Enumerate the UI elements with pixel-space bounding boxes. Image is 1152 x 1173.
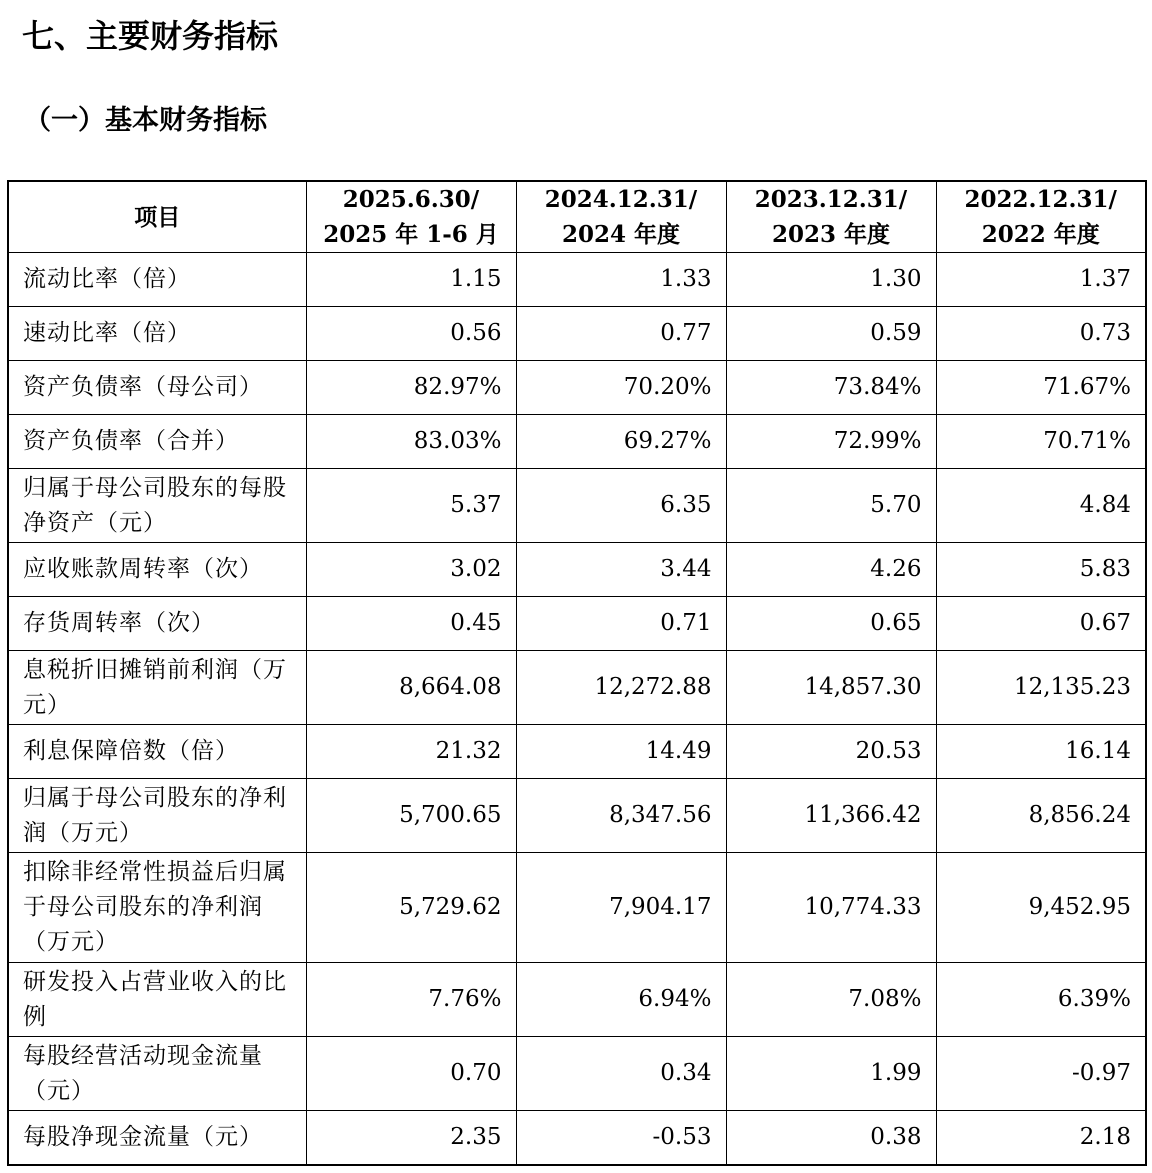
- table-row: [8, 1111, 1146, 1165]
- cell-value: 8,664.08: [306, 651, 516, 725]
- row-label: 流动比率（倍）: [8, 253, 306, 307]
- table-header-row: [8, 181, 1146, 253]
- cell-value: 1.37: [936, 253, 1146, 307]
- row-label: 利息保障倍数（倍）: [8, 725, 306, 779]
- cell-value: 1.33: [516, 253, 726, 307]
- cell-value: 70.20%: [516, 361, 726, 415]
- table-row: [8, 307, 1146, 361]
- table-row: [8, 543, 1146, 597]
- cell-value: 2.18: [936, 1111, 1146, 1165]
- cell-value: 5.83: [936, 543, 1146, 597]
- cell-value: 82.97%: [306, 361, 516, 415]
- row-label: 归属于母公司股东的净利润（万元）: [8, 779, 306, 853]
- cell-value: 2.35: [306, 1111, 516, 1165]
- cell-value: 5,729.62: [306, 853, 516, 963]
- cell-value: 72.99%: [726, 415, 936, 469]
- cell-value: 4.26: [726, 543, 936, 597]
- cell-value: 7.76%: [306, 963, 516, 1037]
- cell-value: 0.67: [936, 597, 1146, 651]
- cell-value: 12,272.88: [516, 651, 726, 725]
- cell-value: 69.27%: [516, 415, 726, 469]
- table-row: [8, 963, 1146, 1037]
- section-title: 七、主要财务指标: [22, 17, 279, 55]
- header-period-line2: 2023 年度: [771, 221, 891, 248]
- header-period-line1: 2024.12.31/: [544, 186, 698, 213]
- header-period-2022: [936, 181, 1146, 253]
- cell-value: 73.84%: [726, 361, 936, 415]
- row-label: 研发投入占营业收入的比例: [8, 963, 306, 1037]
- table-row: [8, 853, 1146, 963]
- header-item: 项目: [8, 181, 306, 253]
- cell-value: 21.32: [306, 725, 516, 779]
- cell-value: 0.38: [726, 1111, 936, 1165]
- cell-value: 83.03%: [306, 415, 516, 469]
- table-row: [8, 253, 1146, 307]
- financial-indicators-table: [7, 180, 1147, 1166]
- row-label: 归属于母公司股东的每股净资产（元）: [8, 469, 306, 543]
- header-period-line2: 2025 年 1-6 月: [323, 221, 499, 248]
- cell-value: 5.70: [726, 469, 936, 543]
- row-label: 每股净现金流量（元）: [8, 1111, 306, 1165]
- cell-value: 6.35: [516, 469, 726, 543]
- cell-value: 8,347.56: [516, 779, 726, 853]
- cell-value: 4.84: [936, 469, 1146, 543]
- cell-value: 7,904.17: [516, 853, 726, 963]
- cell-value: 1.30: [726, 253, 936, 307]
- cell-value: 0.70: [306, 1037, 516, 1111]
- cell-value: 0.73: [936, 307, 1146, 361]
- header-period-2025h1: [306, 181, 516, 253]
- cell-value: 1.99: [726, 1037, 936, 1111]
- table-row: [8, 597, 1146, 651]
- table-row: [8, 361, 1146, 415]
- cell-value: 11,366.42: [726, 779, 936, 853]
- row-label: 应收账款周转率（次）: [8, 543, 306, 597]
- table-row: [8, 415, 1146, 469]
- row-label: 每股经营活动现金流量（元）: [8, 1037, 306, 1111]
- header-period-line2: 2022 年度: [981, 221, 1100, 248]
- row-label: 资产负债率（合并）: [8, 415, 306, 469]
- cell-value: 7.08%: [726, 963, 936, 1037]
- cell-value: 1.15: [306, 253, 516, 307]
- table-row: [8, 725, 1146, 779]
- cell-value: 70.71%: [936, 415, 1146, 469]
- header-period-line1: 2022.12.31/: [964, 186, 1117, 213]
- cell-value: 0.59: [726, 307, 936, 361]
- cell-value: 0.71: [516, 597, 726, 651]
- cell-value: 0.56: [306, 307, 516, 361]
- cell-value: 14,857.30: [726, 651, 936, 725]
- row-label: 存货周转率（次）: [8, 597, 306, 651]
- cell-value: 6.39%: [936, 963, 1146, 1037]
- header-period-line1: 2025.6.30/: [342, 186, 480, 213]
- table-row: [8, 651, 1146, 725]
- cell-value: 3.44: [516, 543, 726, 597]
- cell-value: 3.02: [306, 543, 516, 597]
- cell-value: 14.49: [516, 725, 726, 779]
- cell-value: 12,135.23: [936, 651, 1146, 725]
- row-label: 扣除非经常性损益后归属于母公司股东的净利润（万元）: [8, 853, 306, 963]
- cell-value: 0.65: [726, 597, 936, 651]
- cell-value: 0.77: [516, 307, 726, 361]
- table-row: [8, 1037, 1146, 1111]
- row-label: 息税折旧摊销前利润（万元）: [8, 651, 306, 725]
- cell-value: 0.45: [306, 597, 516, 651]
- subsection-title: （一）基本财务指标: [24, 105, 267, 136]
- cell-value: 71.67%: [936, 361, 1146, 415]
- cell-value: 0.34: [516, 1037, 726, 1111]
- table-row: [8, 469, 1146, 543]
- header-period-line2: 2024 年度: [561, 221, 681, 248]
- header-period-line1: 2023.12.31/: [754, 186, 908, 213]
- cell-value: 6.94%: [516, 963, 726, 1037]
- header-period-2024: [516, 181, 726, 253]
- row-label: 资产负债率（母公司）: [8, 361, 306, 415]
- header-period-2023: [726, 181, 936, 253]
- cell-value: -0.97: [936, 1037, 1146, 1111]
- row-label: 速动比率（倍）: [8, 307, 306, 361]
- cell-value: 9,452.95: [936, 853, 1146, 963]
- cell-value: 16.14: [936, 725, 1146, 779]
- cell-value: 5,700.65: [306, 779, 516, 853]
- cell-value: 8,856.24: [936, 779, 1146, 853]
- table-row: [8, 779, 1146, 853]
- cell-value: 5.37: [306, 469, 516, 543]
- cell-value: -0.53: [516, 1111, 726, 1165]
- cell-value: 20.53: [726, 725, 936, 779]
- cell-value: 10,774.33: [726, 853, 936, 963]
